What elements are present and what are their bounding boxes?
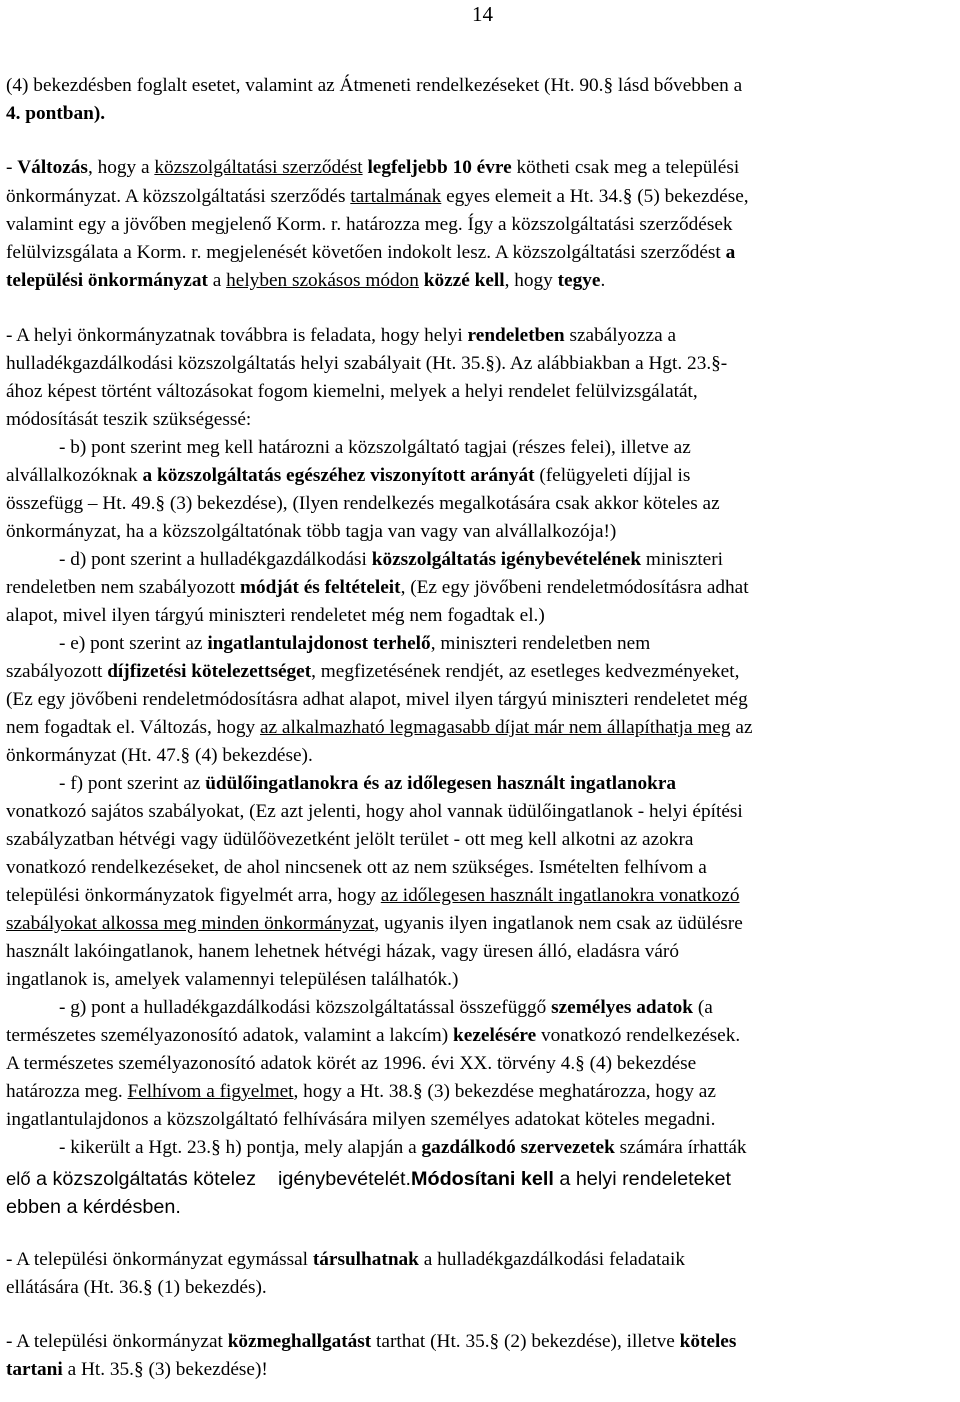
- text-line: [6, 911, 743, 937]
- text-run: , hogy a: [87, 157, 155, 178]
- text-run: díjfizetési kötelezettséget: [107, 661, 312, 682]
- text-run: , hogy a Ht. 38.§ (3) bekezdése meghatározza, hogy az: [293, 1081, 716, 1102]
- text-run: 4. pontban).: [6, 103, 106, 124]
- text-run: (felügyeleti díjjal is: [534, 465, 691, 486]
- text-run: használt lakóingatlanok, hanem lehetnek hétvégi házak, vagy üresen álló, eladásra váró: [6, 941, 679, 962]
- text-run: a hulladékgazdálkodási feladataik: [418, 1249, 685, 1270]
- text-run: a helyi rendeleteket: [553, 1168, 731, 1190]
- text-run: ához képest történt változásokat fogom kiemelni, melyek a helyi rendelet felülvizsgálatát,: [6, 381, 698, 402]
- text-run: - A települési önkormányzat egymással: [6, 1249, 313, 1270]
- text-run: - e) pont szerint az: [6, 633, 208, 654]
- text-run: .: [600, 270, 606, 291]
- text-run: önkormányzat, ha a közszolgáltatónak több tagja van vagy van alvállalkozója!): [6, 521, 617, 542]
- text-run: az alkalmazható legmagasabb díjat már nem állapíthatja meg: [259, 717, 731, 738]
- page-number: 14: [472, 2, 493, 26]
- text-run: Módosítani kell: [411, 1168, 554, 1190]
- text-line: [6, 743, 313, 769]
- text-line: [6, 184, 749, 210]
- text-run: a: [207, 270, 227, 291]
- text-run: , megfizetésének rendjét, az esetleges kedvezményeket,: [311, 661, 740, 682]
- text-run: ingatlanok is, amelyek valamennyi településen találhatók.): [6, 969, 459, 990]
- text-run: (a: [693, 997, 713, 1018]
- text-run: nem fogadtak el. Változás, hogy: [6, 717, 260, 738]
- text-run: vonatkozó rendelkezéseket, de ahol nincsenek ott az nem szükséges. Ismételten felhívom a: [6, 857, 707, 878]
- text-line: [6, 939, 679, 965]
- text-run: egyes elemeit a Ht. 34.§ (5) bekezdése,: [441, 186, 749, 207]
- text-run: személyes adatok: [551, 997, 694, 1018]
- text-run: (Ez egy jövőbeni rendeletmódosításra adhat alapot, mivel ilyen tárgyú miniszteri rendeletet még: [6, 689, 748, 710]
- text-run: közzé kell: [423, 270, 505, 291]
- text-line: [6, 855, 707, 881]
- text-run: ingatlantulajdonos a közszolgáltató felhívására milyen személyes adatokat köteles megadni.: [6, 1109, 716, 1130]
- text-line: [6, 1023, 740, 1049]
- text-run: módosítását teszik szükségessé:: [6, 409, 252, 430]
- text-line: [6, 435, 691, 461]
- text-line: [6, 155, 739, 181]
- text-line: [6, 240, 735, 266]
- text-run: elő: [6, 1168, 31, 1189]
- text-line: [6, 1107, 715, 1133]
- text-run: a Ht. 35.§ (3) bekezdése)!: [62, 1359, 268, 1380]
- text-line: [6, 463, 690, 489]
- text-line: [6, 631, 650, 657]
- text-run: a közszolgáltatás kötelez igénybevételét.: [30, 1168, 412, 1190]
- text-run: szabályozza a: [564, 325, 677, 346]
- text-line: [6, 547, 723, 573]
- text-run: Változás: [17, 157, 88, 178]
- text-run: módját és feltételeit: [239, 577, 401, 598]
- text-run: számára írhatták: [614, 1137, 747, 1158]
- text-run: települési önkormányzatok figyelmét arra, hogy: [6, 885, 381, 906]
- text-line: [6, 407, 251, 433]
- text-line: [6, 101, 105, 127]
- text-run: a közszolgáltatás egészéhez viszonyított arányát: [142, 465, 535, 486]
- text-run: az: [730, 717, 753, 738]
- text-line: [6, 1275, 267, 1301]
- text-run: - A helyi önkormányzatnak továbbra is feladata, hogy helyi: [6, 325, 468, 346]
- text-line: [6, 687, 748, 713]
- text-line: [6, 73, 742, 99]
- text-run: , hogy: [504, 270, 558, 291]
- text-run: települési önkormányzat: [6, 270, 208, 291]
- text-line: [6, 212, 733, 238]
- text-run: összefügg – Ht. 49.§ (3) bekezdése), (Ilyen rendelkezés megalkotására csak akkor köteles az: [6, 493, 720, 514]
- text-line: [6, 351, 727, 377]
- text-line: [6, 1194, 181, 1221]
- text-run: társulhatnak: [312, 1249, 419, 1270]
- text-run: - b) pont szerint meg kell határozni a közszolgáltató tagjai (részes felei), illetve az: [6, 437, 691, 458]
- text-run: legfeljebb 10 évre: [367, 157, 512, 178]
- text-line: [6, 1329, 736, 1355]
- text-run: rendeletben nem szabályozott: [6, 577, 240, 598]
- text-run: - d) pont szerint a hulladékgazdálkodási: [6, 549, 372, 570]
- text-run: vonatkozó sajátos szabályokat, (Ez azt jelenti, hogy ahol vannak üdülőingatlanok - helyi építési: [6, 801, 743, 822]
- text-run: - A települési önkormányzat: [6, 1331, 228, 1352]
- text-line: [6, 519, 616, 545]
- text-run: közmeghallgatást: [227, 1331, 372, 1352]
- text-run: kezelésére: [453, 1025, 537, 1046]
- text-run: tegye: [557, 270, 601, 291]
- text-run: rendeletben: [467, 325, 565, 346]
- text-run: ebben a kérdésben.: [6, 1196, 181, 1218]
- text-run: gazdálkodó szervezetek: [421, 1137, 615, 1158]
- text-run: kötheti csak meg a települési: [511, 157, 740, 178]
- text-run: üdülőingatlanokra és az időlegesen használt ingatlanokra: [205, 773, 677, 794]
- text-run: alapot, mivel ilyen tárgyú miniszteri rendeletet még nem fogadtak el.): [6, 605, 545, 626]
- text-line: [6, 379, 698, 405]
- text-run: szabályzatban hétvégi vagy üdülőövezetként jelölt terület - ott meg kell alkotni az azokra: [6, 829, 694, 850]
- text-run: - kikerült a Hgt. 23.§ h) pontja, mely alapján a: [6, 1137, 422, 1158]
- text-run: közszolgáltatási szerződést: [154, 157, 363, 178]
- text-run: , miniszteri rendeletben nem: [430, 633, 651, 654]
- text-run: szabályozott: [6, 661, 108, 682]
- text-line: [6, 491, 720, 517]
- text-run: ingatlantulajdonost terhelő: [207, 633, 431, 654]
- text-run: felülvizsgálata a Korm. r. megjelenését követően indokolt lesz. A közszolgáltatási szerződést: [6, 242, 726, 263]
- text-run: Felhívom a figyelmet: [127, 1081, 294, 1102]
- text-line: [6, 268, 605, 294]
- text-line: [6, 1247, 685, 1273]
- text-line: [6, 1166, 731, 1193]
- text-run: közszolgáltatás igénybevételének: [371, 549, 642, 570]
- text-line: [6, 995, 713, 1021]
- text-run: - g) pont a hulladékgazdálkodási közszolgáltatással összefüggő: [6, 997, 552, 1018]
- text-line: [6, 715, 753, 741]
- text-line: [6, 967, 458, 993]
- text-run: hulladékgazdálkodási közszolgáltatás helyi szabályait (Ht. 35.§). Az alábbiakban a Hgt. 23.§-: [6, 353, 728, 374]
- text-line: [6, 659, 739, 685]
- text-run: határozza meg.: [6, 1081, 128, 1102]
- text-line: [6, 799, 743, 825]
- text-run: A természetes személyazonosító adatok körét az 1996. évi XX. törvény 4.§ (4) bekezdése: [6, 1053, 697, 1074]
- text-line: [6, 603, 545, 629]
- text-run: miniszteri: [641, 549, 724, 570]
- text-run: vonatkozó rendelkezések.: [536, 1025, 741, 1046]
- text-run: , (Ez egy jövőbeni rendeletmódosításra adhat: [400, 577, 749, 598]
- text-run: szabályokat alkossa meg minden önkormányzat: [6, 913, 375, 934]
- text-run: tartalmának: [350, 186, 442, 207]
- text-line: [6, 1079, 716, 1105]
- text-run: , ugyanis ilyen ingatlanok nem csak az üdülésre: [374, 913, 743, 934]
- text-run: önkormányzat. A közszolgáltatási szerződés: [6, 186, 351, 207]
- text-run: köteles: [679, 1331, 737, 1352]
- text-line: [6, 771, 676, 797]
- text-run: valamint egy a jövőben megjelenő Korm. r. határozza meg. Így a közszolgáltatási szerződések: [6, 214, 733, 235]
- text-run: az időlegesen használt ingatlanokra vonatkozó: [380, 885, 740, 906]
- text-run: tarthat (Ht. 35.§ (2) bekezdése), illetve: [371, 1331, 680, 1352]
- text-run: a: [725, 242, 736, 263]
- text-line: [6, 323, 676, 349]
- text-run: tartani: [6, 1359, 63, 1380]
- text-run: (4) bekezdésben foglalt esetet, valamint az Átmeneti rendelkezéseket (Ht. 90.§ lásd bővebben a: [6, 75, 743, 96]
- text-line: [6, 1357, 268, 1383]
- text-run: ellátására (Ht. 36.§ (1) bekezdés).: [6, 1277, 267, 1298]
- text-line: [6, 1051, 696, 1077]
- text-run: - f) pont szerint az: [6, 773, 206, 794]
- text-run: -: [6, 157, 18, 178]
- text-run: természetes személyazonosító adatok, valamint a lakcím): [6, 1025, 454, 1046]
- text-run: helyben szokásos módon: [226, 270, 419, 291]
- text-line: [6, 883, 740, 909]
- text-run: alvállalkozóknak: [6, 465, 143, 486]
- text-line: [6, 1135, 747, 1161]
- text-run: önkormányzat (Ht. 47.§ (4) bekezdése).: [6, 745, 313, 766]
- text-line: [6, 827, 693, 853]
- text-line: [6, 575, 749, 601]
